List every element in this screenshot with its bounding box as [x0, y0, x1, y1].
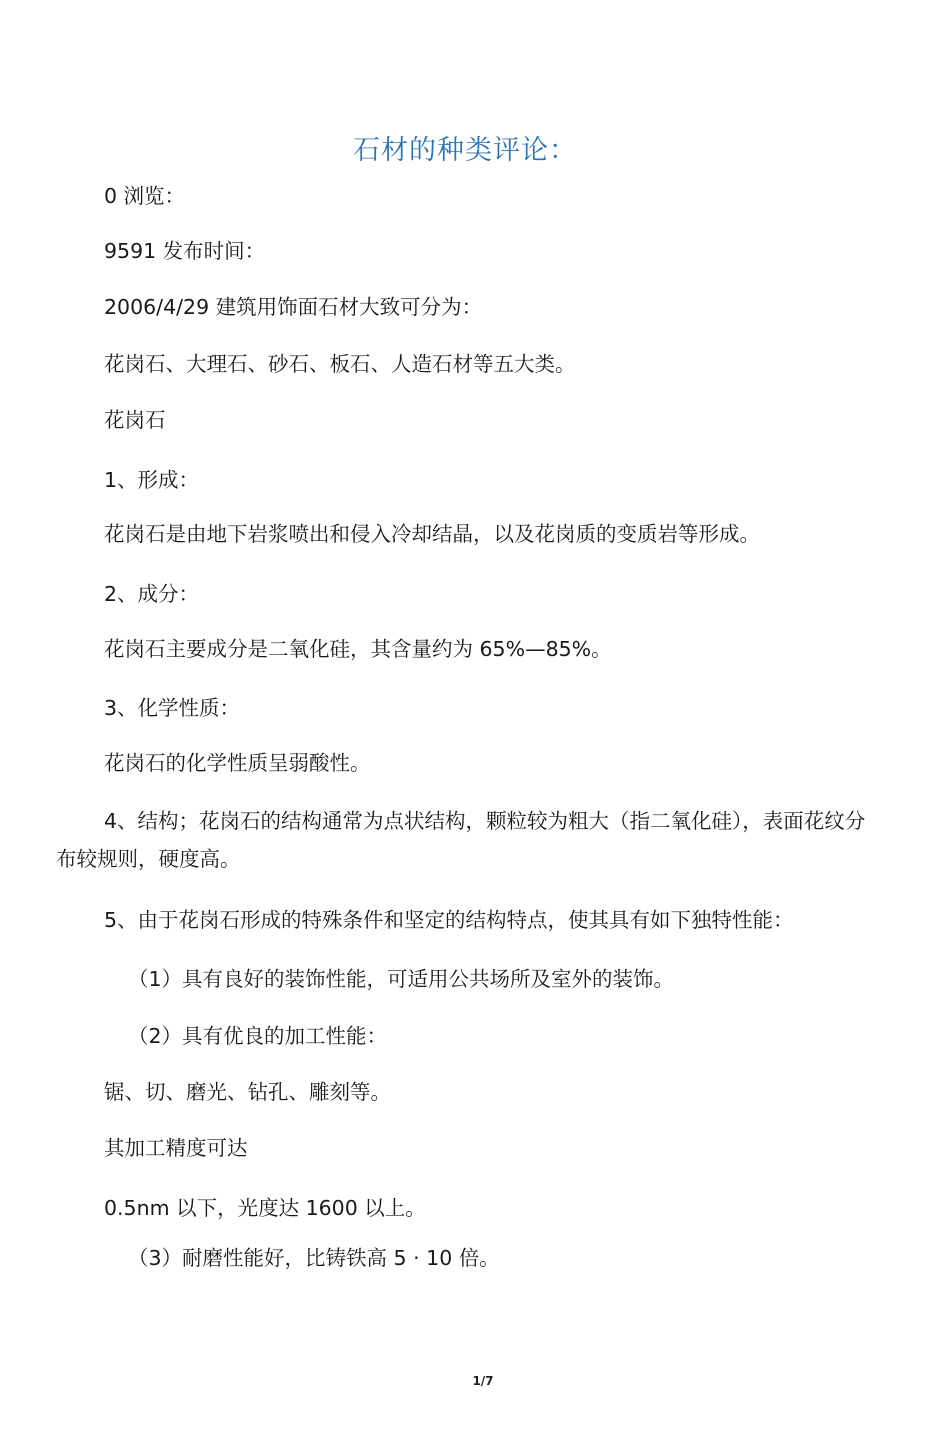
paragraph-composition: 花岗石主要成分是二氧化硅，其含量约为 65%—85%。: [104, 637, 612, 661]
paragraph-structure: 4、结构；花岗石的结构通常为点状结构，颗粒较为粗大（指二氧化硅），表面花纹分布较规则，硬度高。: [56, 809, 866, 871]
list-item-decorative: （1）具有良好的装饰性能，可适用公共场所及室外的装饰。: [128, 967, 675, 991]
paragraph-publish-time: 9591 发布时间：: [104, 239, 266, 263]
document-title: 石材的种类评论：: [353, 135, 577, 166]
paragraph-properties-intro: 5、由于花岗石形成的特殊条件和坚定的结构特点，使其具有如下独特性能：: [104, 908, 794, 932]
list-item-wear-resistance: （3）耐磨性能好，比铸铁高 5 · 10 倍。: [128, 1246, 500, 1270]
paragraph-chemical: 花岗石的化学性质呈弱酸性。: [104, 751, 371, 775]
paragraph-precision-value: 0.5nm 以下，光度达 1600 以上。: [104, 1196, 426, 1220]
paragraph-stone-categories: 花岗石、大理石、砂石、板石、人造石材等五大类。: [104, 352, 576, 376]
paragraph-processing-methods: 锯、切、磨光、钻孔、雕刻等。: [104, 1080, 391, 1104]
paragraph-views: 0 浏览：: [104, 184, 186, 208]
item-heading-formation: 1、形成：: [104, 468, 200, 492]
item-heading-composition: 2、成分：: [104, 582, 200, 606]
list-item-processing: （2）具有优良的加工性能：: [128, 1024, 388, 1048]
paragraph-date-intro: 2006/4/29 建筑用饰面石材大致可分为：: [104, 295, 483, 319]
page-number: 1/7: [472, 1374, 494, 1388]
paragraph-formation: 花岗石是由地下岩浆喷出和侵入冷却结晶，以及花岗质的变质岩等形成。: [104, 522, 760, 546]
item-heading-chemical: 3、化学性质：: [104, 696, 241, 720]
paragraph-precision: 其加工精度可达: [104, 1136, 248, 1160]
section-heading-granite: 花岗石: [104, 408, 166, 432]
